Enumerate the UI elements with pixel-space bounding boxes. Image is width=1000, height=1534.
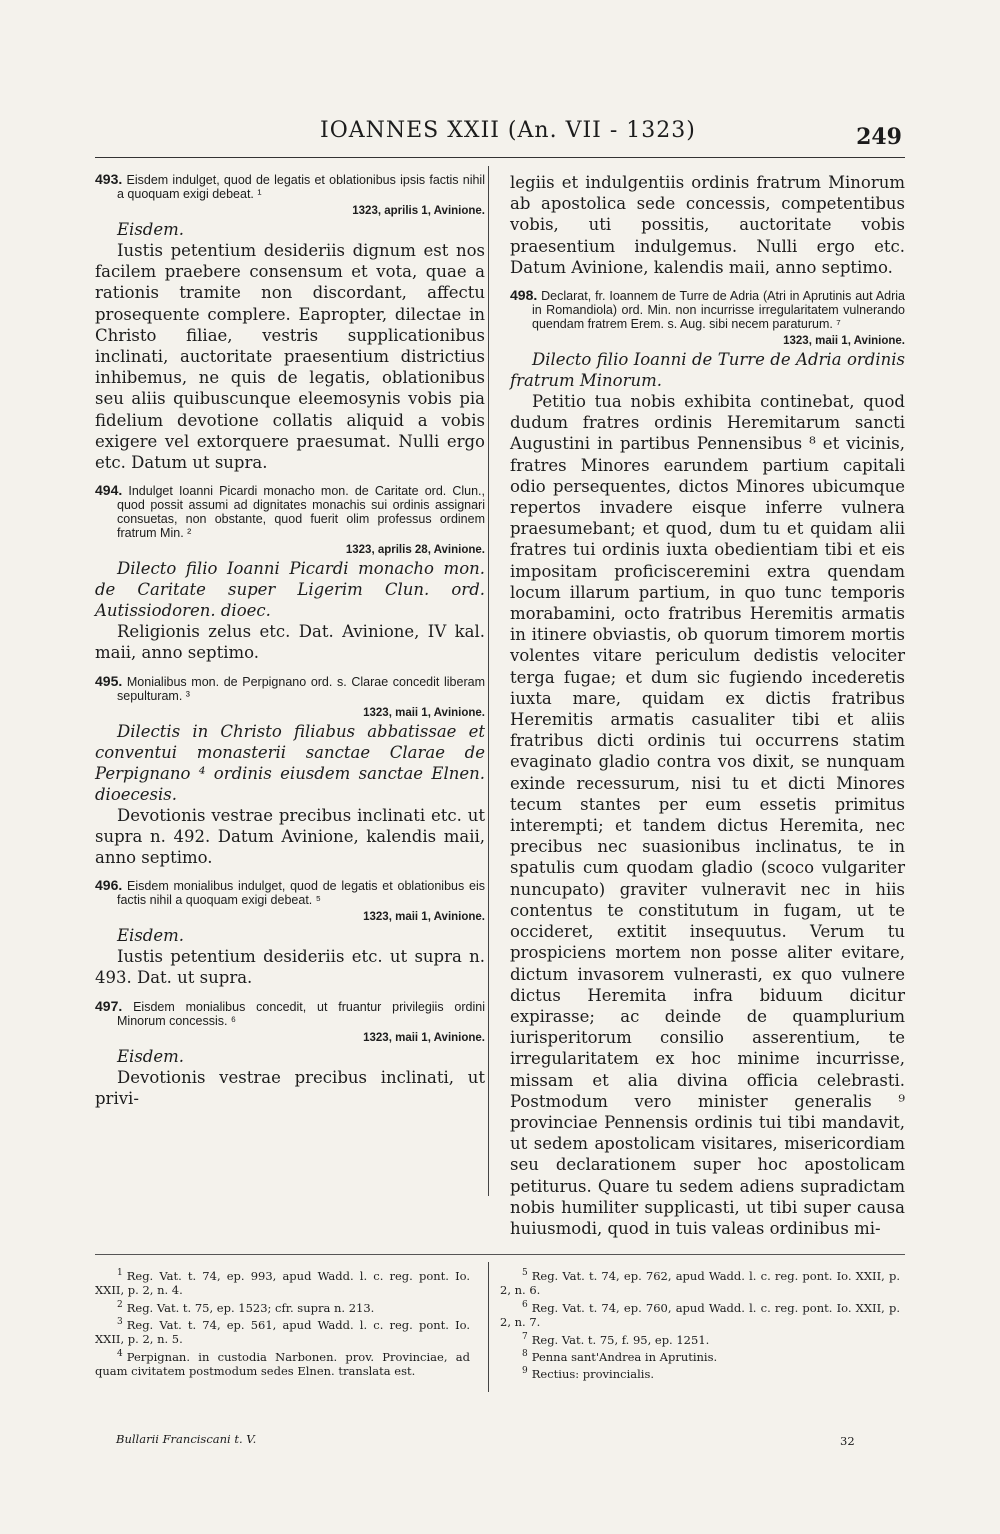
- left-column: [95, 172, 485, 1109]
- running-head: IOANNES XXII (An. VII - 1323): [320, 118, 696, 143]
- header-rule: [95, 157, 905, 158]
- entry-495-address: Dilectis in Christo filiabus abbatissae et conventui monasterii sanctae Clarae de Perpignano ⁴ ordinis eiusdem sanctae Elnen. dioecesis.: [95, 721, 485, 804]
- entry-498-text: Petitio tua nobis exhibita continebat, quod dudum fratres ordinis Heremitarum sancti Augustini in partibus Pennensibus ⁸ et vicinis, fratres Minores earundem partium capitali odio persequentes, dictos Minores ubicumque repertos invadere eisque inferre vulnera praesumebant; et quod, dum tu et quidam alii fratres tui ordinis iuxta obedientiam tibi et eis impositam proficisceremini extra quendam locum illarum partium, in quo tunc temporis morabamini, octo fratribus Heremitis armatis in itinere obviastis, ob quorum timorem mortis volentes vitare periculum dedistis velociter terga fugae; et dum sic fugiendo incederetis iuxta mare, quidam ex dictis fratribus Heremitis armatis casualiter tibi et aliis fratribus dicti ordinis tui occurrens statim evaginato gladio contra vos dixit, se nunquam exinde recessurum, nisi tu et dicti Minores tecum stantes per eum essetis primitus interempti; et tandem dictus Heremita, nec precibus nec suasionibus inclinatus, te in spatulis cum quodam gladio (scoco vulgariter nuncupato) graviter vulneravit nec in hiis contentus te constitutum in fugam, ut te occideret, extitit insequutus. Verum tu prospiciens mortem non posse aliter evitare, dictum invasorem vulnerasti, ex quo vulnere dictus Heremita infra biduum dicitur expirasse; ac deinde de quamplurium iurisperitorum consilio asserentium, te irregularitatem ex hoc minime incurrisse, missam et alia divina officia celebrasti. Postmodum vero minister generalis ⁹ provinciae Pennensis ordinis tui tibi mandavit, ut sedem apostolicam visitares, misericordiam seu declarationem super hoc apostolicam petiturus. Quare tu sedem adiens supradictam nobis humiliter supplicasti, ut tibi super causa huiusmodi, quod in tuis valeas ordinibus mi-: [510, 392, 905, 1238]
- footnote: $^5$ Reg. Vat. t. 74, ep. 762, apud Wadd. l. c. reg. pont. Io. XXII, p. 2, n. 6.: [500, 1268, 900, 1298]
- entry-496-date: 1323, maii 1, Avinione.: [363, 911, 485, 924]
- book-signature: Bullarii Franciscani t. V.: [116, 1432, 257, 1446]
- footnote: $^8$ Penna sant'Andrea in Aprutinis.: [522, 1348, 718, 1364]
- entry-494-address: Dilecto filio Ioanni Picardi monacho mon. de Caritate super Ligerim Clun. ord. Autissiodoren. dioec.: [95, 559, 485, 621]
- entry-497-text: Devotionis vestrae precibus inclinati, ut privi-: [95, 1067, 485, 1108]
- entry-495-text: Devotionis vestrae precibus inclinati etc. ut supra n. 492. Datum Avinione, kalendis maii, anno septimo.: [95, 805, 485, 868]
- footnote: $^9$ Rectius: provincialis.: [522, 1366, 655, 1382]
- entry-494-date: 1323, aprilis 28, Avinione.: [345, 544, 485, 557]
- footnotes-right: [500, 1266, 900, 1382]
- entry-493-regest: [95, 172, 485, 201]
- entry-493-text: Iustis petentium desideriis dignum est nos facilem praebere consensum et vota, quae a rationis tramite non discordant, affectu prosequente complere. Eapropter, dilectae in Christo filiae, vestris supplicationibus inclinati, auctoritate praesentium districtius inhibemus, ne quis de legatis, oblationibus seu aliis quibuscunque eleemosynis vobis pia fidelium devotione collatis aliquid a vobis exigere vel extorquere praesumat. Nulli ergo etc. Datum ut supra.: [95, 241, 485, 473]
- footnote: $^3$ Reg. Vat. t. 74, ep. 561, apud Wadd. l. c. reg. pont. Io. XXII, p. 2, n. 5.: [95, 1317, 470, 1347]
- regest-text: Eisdem monialibus indulget, quod de legatis et oblationibus eis factis nihil a quoquam exigi debeat. ⁵: [117, 879, 485, 908]
- footnote: $^2$ Reg. Vat. t. 75, ep. 1523; cfr. supra n. 213.: [117, 1299, 375, 1315]
- footnote: $^4$ Perpignan. in custodia Narbonen. prov. Provinciae, ad quam civitatem postmodum sedes Elnen. translata est.: [95, 1348, 470, 1379]
- regest-text: Indulget Ioanni Picardi monacho mon. de Caritate ord. Clun., quod possit assumi ad dignitates monachis sui ordinis assignari consuetas, non obstante, quod fuerit olim professus ordinem fratrum Min. ²: [117, 484, 485, 541]
- entry-493-address: Eisdem.: [117, 220, 185, 239]
- entry-494-regest: [95, 483, 485, 540]
- footnote: $^7$ Reg. Vat. t. 75, f. 95, ep. 1251.: [522, 1331, 710, 1347]
- entry-498-date: 1323, maii 1, Avinione.: [783, 335, 905, 348]
- entry-496-address: Eisdem.: [117, 926, 185, 946]
- column-divider: [488, 166, 489, 1196]
- regest-text: Eisdem indulget, quod de legatis et oblationibus ipsis factis nihil a quoquam exigi debeat. ¹: [117, 173, 485, 201]
- right-column: [510, 172, 905, 1239]
- entry-497-address: Eisdem.: [117, 1046, 185, 1066]
- footnotes-left: [95, 1266, 470, 1379]
- footnote: $^1$ Reg. Vat. t. 74, ep. 993, apud Wadd. l. c. reg. pont. Io. XXII, p. 2, n. 4.: [95, 1268, 470, 1298]
- footnote: $^6$ Reg. Vat. t. 74, ep. 760, apud Wadd. l. c. reg. pont. Io. XXII, p. 2, n. 7.: [500, 1299, 900, 1330]
- entry-495-regest: [95, 674, 485, 703]
- entry-497-continuation: legiis et indulgentiis ordinis fratrum Minorum ab apostolica sede concessis, competentibus vobis, uti possitis, auctoritate vobis praesentium indulgemus. Nulli ergo etc. Datum Avinione, kalendis maii, anno septimo.: [510, 173, 905, 277]
- entry-497-regest: [95, 999, 485, 1028]
- entry-494-text: Religionis zelus etc. Dat. Avinione, IV kal. maii, anno septimo.: [95, 622, 485, 663]
- entry-497-date: 1323, maii 1, Avinione.: [363, 1031, 485, 1044]
- regest-text: Declarat, fr. Ioannem de Turre de Adria (Atri in Aprutinis aut Adria in Romandiola) ord. Min. non incurrisse irregularitatem vulnerando quendam fratrem Erem. s. Aug. sibi necem paraturum. ⁷: [532, 289, 905, 332]
- entry-493-date: 1323, aprilis 1, Avinione.: [352, 205, 485, 217]
- entry-495-date: 1323, maii 1, Avinione.: [363, 706, 485, 719]
- entry-number: 494.: [95, 482, 123, 499]
- entry-number: 498.: [510, 287, 538, 304]
- entry-number: 495.: [95, 672, 123, 689]
- footnote-rule: [95, 1254, 905, 1255]
- entry-498-address: Dilecto filio Ioanni de Turre de Adria ordinis fratrum Minorum.: [510, 350, 905, 391]
- entry-number: 493.: [95, 171, 123, 187]
- footnote-column-divider: [488, 1262, 489, 1392]
- entry-498-regest: [510, 288, 905, 331]
- regest-text: Monialibus mon. de Perpignano ord. s. Clarae concedit liberam sepulturam. ³: [117, 674, 485, 703]
- entry-number: 496.: [95, 877, 123, 894]
- entry-496-text: Iustis petentium desideriis etc. ut supra n. 493. Dat. ut supra.: [95, 947, 485, 988]
- page-number: 249: [856, 124, 902, 150]
- entry-number: 497.: [95, 997, 123, 1014]
- sheet-number: 32: [840, 1434, 855, 1448]
- entry-496-regest: [95, 878, 485, 907]
- regest-text: Eisdem monialibus concedit, ut fruantur privilegiis ordini Minorum concessis. ⁶: [117, 999, 485, 1028]
